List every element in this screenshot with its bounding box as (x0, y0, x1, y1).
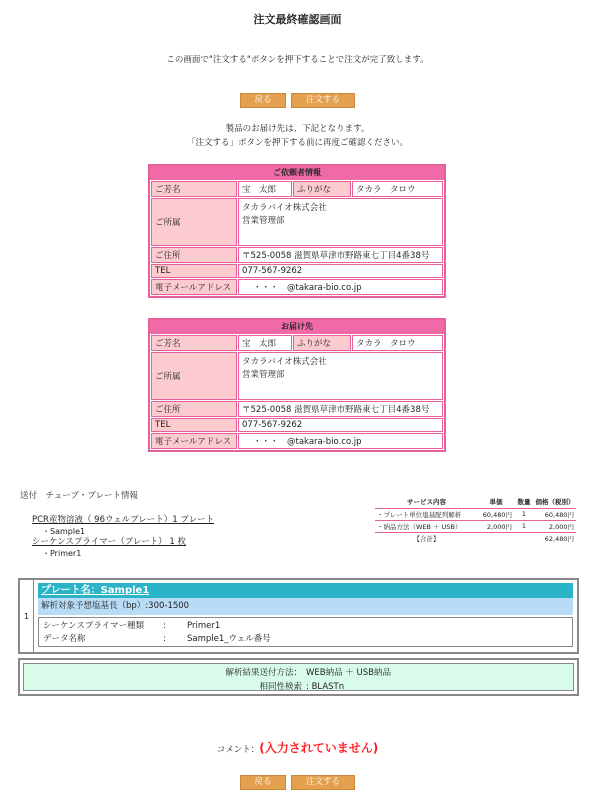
note-line-2: 「注文する」ボタンを押下する前に再度ご確認ください。 (186, 138, 408, 148)
delivery-header: お届け先 (150, 320, 444, 334)
shipment-list (32, 515, 214, 559)
requester-info-box (148, 164, 446, 298)
requester-name: 宝 太郎 (238, 181, 292, 197)
requester-tel: 077-567-9262 (238, 264, 443, 278)
delivery-name-label: ご芳名 (151, 335, 237, 351)
page-title: 注文最終確認画面 (253, 13, 342, 26)
requester-furigana: タカラ タロウ (352, 181, 443, 197)
service-row (375, 508, 576, 520)
data-name-value: Sample1_ウェル番号 (187, 634, 271, 644)
intro-text: この画面で"注文する"ボタンを押下することで注文が完了致します。 (166, 55, 429, 65)
delivery-tel: 077-567-9262 (238, 418, 443, 432)
plate-number: 1 (20, 580, 34, 652)
data-name-label: データ名称 (43, 634, 86, 644)
bottom-button-row (0, 775, 595, 790)
service-header-row (375, 496, 576, 508)
shipment-item-1-sub: ・Sample1 (42, 527, 86, 536)
primer-row (43, 620, 568, 633)
delivery-note (0, 122, 595, 150)
result-method-row (26, 666, 571, 680)
homology-row (26, 680, 571, 694)
shipment-item-1: PCR産物溶液（ 96ウェルプレート）1 プレート (32, 515, 215, 525)
data-name-row (43, 633, 568, 646)
requester-furigana-label: ふりがな (293, 181, 351, 197)
service-cell: 1 (514, 508, 534, 520)
plate-length: 解析対象予想塩基長（bp）:300-1500 (38, 598, 573, 615)
homology-label: 相同性検索 (259, 682, 302, 692)
shipment-item-2: シーケンスプライマー（プレート） 1 枚 (32, 537, 187, 547)
delivery-furigana: タカラ タロウ (352, 335, 443, 351)
service-price-table (375, 496, 576, 544)
delivery-email: ・・・ @takara-bio.co.jp (238, 433, 443, 449)
requester-tel-label: TEL (151, 264, 237, 278)
requester-email-label: 電子メールアドレス (151, 279, 237, 295)
plate-content (34, 580, 577, 652)
service-cell: 60,480円 (534, 508, 576, 520)
primer-value: Primer1 (187, 621, 221, 631)
service-cell: 2,000円 (478, 520, 514, 532)
service-cell: ・納品方法（WEB ＋ USB） (375, 520, 478, 532)
homology-value: : BLASTn (306, 682, 345, 692)
result-box (18, 658, 579, 696)
note-line-1: 製品のお届け先は、下記となります。 (225, 124, 370, 134)
comment (0, 739, 595, 756)
requester-office-line1: タカラバイオ株式会社 (242, 203, 327, 213)
order-button[interactable]: 注文する (291, 93, 355, 108)
comment-value: (入力されていません) (259, 741, 379, 755)
service-cell: 2,000円 (534, 520, 576, 532)
delivery-name: 宝 太郎 (238, 335, 292, 351)
delivery-address: 〒525-0058 滋賀県草津市野路東七丁目4番38号 (238, 401, 443, 417)
service-cell: 60,480円 (478, 508, 514, 520)
result-inner (23, 663, 574, 691)
result-method-label: 解析結果送付方法： (225, 668, 302, 678)
service-header: 単価 (478, 496, 514, 508)
order-button[interactable]: 注文する (291, 775, 355, 790)
shipment-label: 送付 チューブ・プレート情報 (20, 491, 138, 501)
plate-box (18, 578, 579, 654)
requester-email: ・・・ @takara-bio.co.jp (238, 279, 443, 295)
service-total-row (375, 532, 576, 544)
service-total-label: 【合計】 (413, 534, 440, 543)
service-header: 価格（税別） (534, 496, 576, 508)
plate-header (38, 583, 573, 598)
comment-label: コメント： (216, 745, 260, 755)
delivery-office-line2: 営業管理部 (242, 370, 285, 380)
back-button[interactable]: 戻る (240, 93, 286, 108)
requester-address: 〒525-0058 滋賀県草津市野路東七丁目4番38号 (238, 247, 443, 263)
service-cell: ・プレート単位塩基配列解析 (375, 508, 478, 520)
service-row (375, 520, 576, 532)
top-button-row (0, 93, 595, 108)
back-button[interactable]: 戻る (240, 775, 286, 790)
data-name-colon: : (163, 634, 166, 644)
plate-name-link[interactable]: プレート名：Sample1 (41, 585, 150, 596)
requester-address-label: ご住所 (151, 247, 237, 263)
service-header: 数量 (514, 496, 534, 508)
primer-label: シーケンスプライマー種類 (43, 621, 145, 631)
plate-detail (38, 617, 573, 647)
delivery-address-label: ご住所 (151, 401, 237, 417)
requester-name-label: ご芳名 (151, 181, 237, 197)
delivery-email-label: 電子メールアドレス (151, 433, 237, 449)
primer-colon: : (163, 621, 166, 631)
requester-office-label: ご所属 (151, 198, 237, 246)
delivery-furigana-label: ふりがな (293, 335, 351, 351)
delivery-office (238, 352, 443, 400)
requester-header: ご依頼者情報 (150, 166, 444, 180)
shipment-item-2-sub: ・Primer1 (42, 549, 82, 558)
service-header: サービス内容 (375, 496, 478, 508)
delivery-info-box (148, 318, 446, 452)
delivery-table (150, 334, 444, 450)
delivery-office-line1: タカラバイオ株式会社 (242, 357, 327, 367)
service-cell: 1 (514, 520, 534, 532)
result-method-value: WEB納品 ＋ USB納品 (306, 668, 391, 678)
requester-office-line2: 営業管理部 (242, 216, 285, 226)
requester-office (238, 198, 443, 246)
delivery-tel-label: TEL (151, 418, 237, 432)
delivery-office-label: ご所属 (151, 352, 237, 400)
service-total-value: 62,480円 (544, 534, 574, 543)
requester-table (150, 180, 444, 296)
